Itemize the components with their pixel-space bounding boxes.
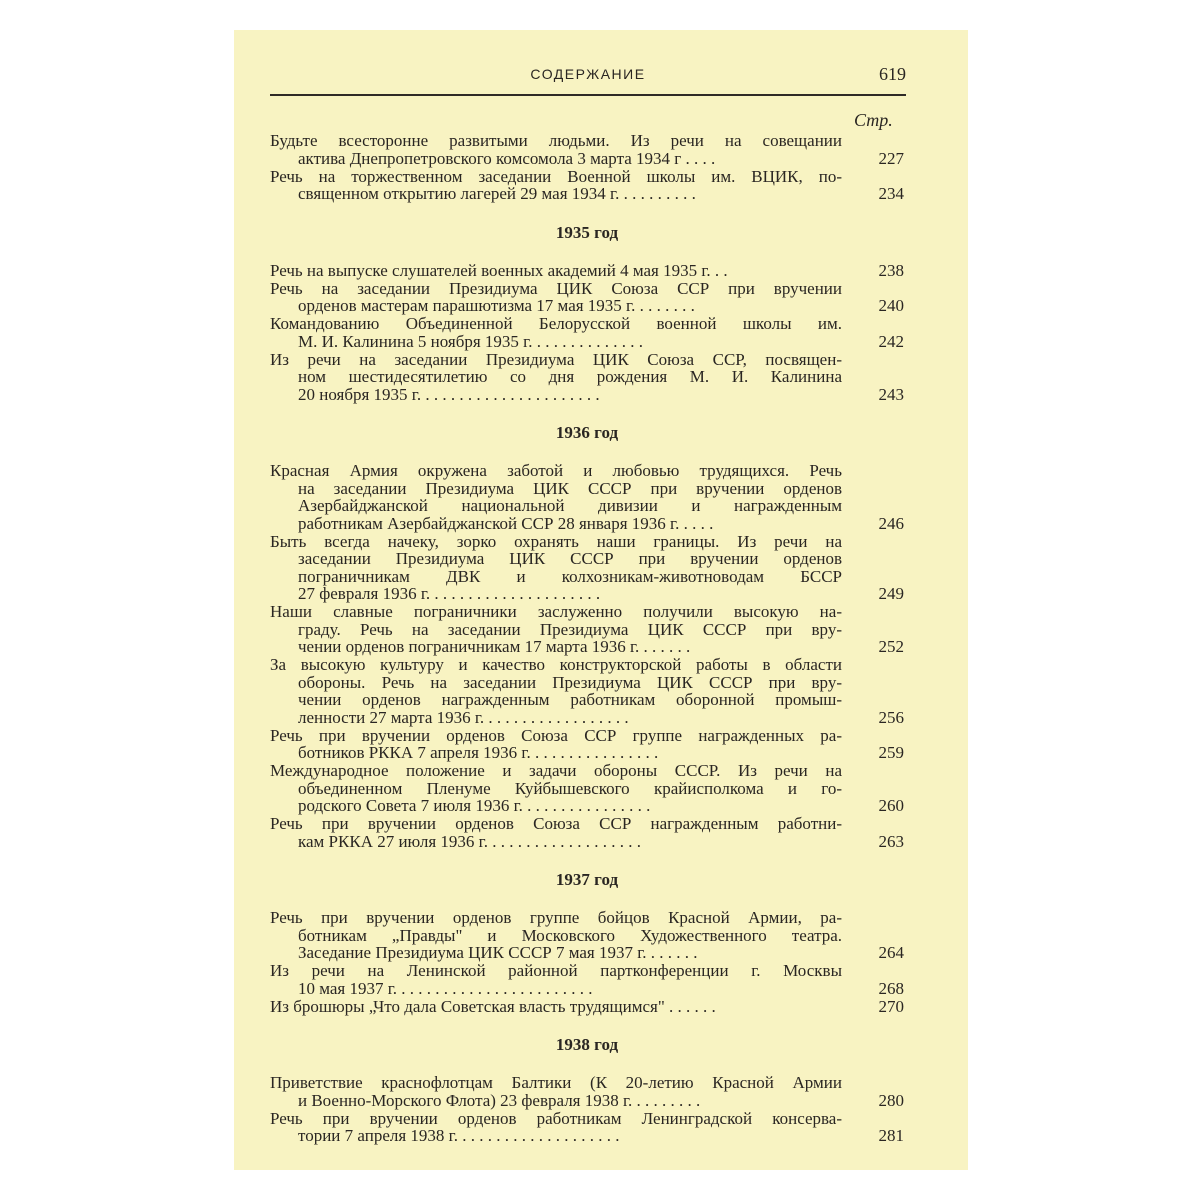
toc-entry-line: Речь на торжественном заседании Военной школы им. ВЦИК, по- bbox=[270, 166, 842, 186]
toc-entry bbox=[270, 909, 904, 962]
year-heading: 1937 год bbox=[555, 870, 619, 889]
toc-entry-line: 27 февраля 1936 г. . . . . . . . . . . . . . . . . . . . . bbox=[298, 584, 601, 603]
toc-entry-line: Из речи на заседании Президиума ЦИК Союза ССР, посвящен- bbox=[270, 349, 842, 369]
toc-entry-line: обороны. Речь на заседании Президиума ЦИК СССР при вру- bbox=[298, 672, 842, 692]
toc-entry-line: Речь при вручении орденов работникам Ленинградской консерва- bbox=[270, 1108, 842, 1128]
toc-entry bbox=[270, 533, 904, 603]
toc-entry bbox=[270, 280, 904, 315]
toc-entry bbox=[270, 1074, 904, 1109]
toc-entry-line: Речь при вручении орденов Союза ССР группе награжденных ра- bbox=[270, 725, 842, 745]
toc-entry bbox=[270, 315, 904, 350]
toc-entry-line: Азербайджанской национальной дивизии и награжденным bbox=[298, 496, 842, 515]
toc-entry-line: на заседании Президиума ЦИК СССР при вручении орденов bbox=[298, 478, 842, 498]
toc-page-number: 234 bbox=[878, 184, 904, 203]
toc-entry bbox=[270, 132, 904, 167]
toc-entry-line: Приветствие краснофлотцам Балтики (К 20-летию Красной Армии bbox=[270, 1073, 842, 1092]
toc-entry-line: Будьте всесторонне развитыми людьми. Из речи на совещании bbox=[270, 131, 842, 150]
toc-entry-line: тории 7 апреля 1938 г. . . . . . . . . . . . . . . . . . . . bbox=[298, 1126, 620, 1145]
toc-entry-line: Речь при вручении орденов группе бойцов Красной Армии, ра- bbox=[270, 908, 842, 927]
toc-page-number: 256 bbox=[878, 707, 904, 727]
toc-entry-line: заседании Президиума ЦИК СССР при вручении орденов bbox=[298, 549, 842, 568]
toc-entry-line: орденов мастерам парашютизма 17 мая 1935 г. . . . . . . . bbox=[298, 296, 695, 315]
toc-entry-line: Из брошюры „Что дала Советская власть трудящимся" . . . . . . bbox=[270, 996, 716, 1016]
toc-page-number: 270 bbox=[878, 996, 904, 1016]
toc-entry bbox=[270, 998, 904, 1016]
toc-entry-line: чении орденов пограничникам 17 марта 1936 г. . . . . . . bbox=[298, 637, 691, 656]
toc-page-number: 252 bbox=[878, 637, 904, 656]
toc-entry-line: объединенном Пленуме Куйбышевского крайисполкома и го- bbox=[298, 778, 842, 798]
toc-entry-line: Красная Армия окружена заботой и любовью трудящихся. Речь bbox=[270, 461, 842, 480]
toc-entry-line: М. И. Калинина 5 ноября 1935 г. . . . . . . . . . . . . . bbox=[298, 331, 643, 351]
toc-entry bbox=[270, 962, 904, 997]
book-page bbox=[234, 30, 968, 1170]
toc-entry-line: Речь при вручении орденов Союза ССР награжденным работни- bbox=[270, 814, 842, 833]
toc-page-number: 240 bbox=[878, 296, 904, 315]
toc-page-number: 238 bbox=[878, 260, 904, 280]
toc-entry-line: граду. Речь на заседании Президиума ЦИК СССР при вру- bbox=[298, 619, 842, 639]
toc-entry bbox=[270, 727, 904, 762]
toc-entry bbox=[270, 168, 904, 203]
toc-entry-line: Быть всегда начеку, зорко охранять наши границы. Из речи на bbox=[270, 531, 842, 551]
toc-page-number: 263 bbox=[878, 831, 904, 851]
toc-entry-line: Речь на заседании Президиума ЦИК Союза ССР при вручении bbox=[270, 278, 842, 298]
table-of-contents bbox=[270, 132, 904, 1145]
toc-entry bbox=[270, 603, 904, 656]
toc-entry bbox=[270, 762, 904, 815]
toc-page-number: 264 bbox=[878, 943, 904, 962]
toc-entry-line: пограничникам ДВК и колхозникам-животноводам БССР bbox=[298, 566, 842, 586]
toc-entry-line: 10 мая 1937 г. . . . . . . . . . . . . . . . . . . . . . . . bbox=[298, 978, 593, 998]
toc-entry-line: Речь на выпуске слушателей военных академий 4 мая 1935 г. . . bbox=[270, 260, 728, 280]
page-header bbox=[270, 64, 906, 96]
page-number: 619 bbox=[879, 64, 906, 84]
toc-entry-line: ботникам „Правды" и Московского Художественного театра. bbox=[298, 925, 842, 945]
toc-entry-line: ленности 27 марта 1936 г. . . . . . . . . . . . . . . . . . bbox=[298, 707, 629, 727]
toc-entry-line: чении орденов награжденным работникам оборонной промыш- bbox=[298, 690, 842, 709]
toc-entry bbox=[270, 262, 904, 280]
toc-page-number: 227 bbox=[878, 148, 904, 168]
toc-page-number: 242 bbox=[878, 331, 904, 351]
toc-entry-line: 20 ноября 1935 г. . . . . . . . . . . . . . . . . . . . . . bbox=[298, 384, 600, 404]
toc-page-number: 260 bbox=[878, 796, 904, 815]
toc-entry bbox=[270, 656, 904, 726]
toc-entry bbox=[270, 1110, 904, 1145]
year-heading: 1936 год bbox=[555, 423, 619, 442]
toc-entry bbox=[270, 351, 904, 404]
year-heading: 1938 год bbox=[555, 1035, 619, 1054]
toc-entry-line: ном шестидесятилетию со дня рождения М. И. Калинина bbox=[298, 367, 842, 386]
toc-entry-line: кам РККА 27 июля 1936 г. . . . . . . . . . . . . . . . . . . bbox=[298, 831, 641, 851]
year-heading: 1935 год bbox=[555, 222, 619, 242]
toc-entry bbox=[270, 462, 904, 532]
toc-page-number: 259 bbox=[878, 743, 904, 762]
toc-entry-line: За высокую культуру и качество конструкторской работы в области bbox=[270, 655, 842, 674]
page-column-label: Стр. bbox=[854, 110, 893, 130]
toc-entry-line: актива Днепропетровского комсомола 3 марта 1934 г . . . . bbox=[298, 148, 716, 168]
toc-entry-line: и Военно-Морского Флота) 23 февраля 1938 г. . . . . . . . . bbox=[298, 1090, 701, 1110]
running-title: СОДЕРЖАНИЕ bbox=[530, 66, 646, 82]
toc-entry bbox=[270, 815, 904, 850]
toc-entry-line: Заседание Президиума ЦИК СССР 7 мая 1937 г. . . . . . . bbox=[298, 943, 698, 962]
toc-page-number: 246 bbox=[878, 513, 904, 533]
toc-page-number: 281 bbox=[878, 1126, 904, 1145]
toc-entry-line: ботников РККА 7 апреля 1936 г. . . . . . . . . . . . . . . . bbox=[298, 743, 659, 762]
toc-page-number: 249 bbox=[878, 584, 904, 603]
toc-entry-line: священном открытию лагерей 29 мая 1934 г. . . . . . . . . . bbox=[298, 184, 696, 203]
toc-entry-line: работникам Азербайджанской ССР 28 января 1936 г. . . . . bbox=[298, 513, 714, 533]
toc-entry-line: родского Совета 7 июля 1936 г. . . . . . . . . . . . . . . . bbox=[298, 796, 651, 815]
toc-entry-line: Командованию Объединенной Белорусской военной школы им. bbox=[270, 314, 842, 333]
toc-entry-line: Международное положение и задачи обороны СССР. Из речи на bbox=[270, 761, 842, 780]
toc-page-number: 268 bbox=[878, 978, 904, 998]
toc-page-number: 280 bbox=[878, 1090, 904, 1110]
toc-entry-line: Наши славные пограничники заслуженно получили высокую на- bbox=[270, 602, 842, 621]
toc-entry-line: Из речи на Ленинской районной партконференции г. Москвы bbox=[270, 961, 842, 980]
toc-page-number: 243 bbox=[878, 384, 904, 404]
